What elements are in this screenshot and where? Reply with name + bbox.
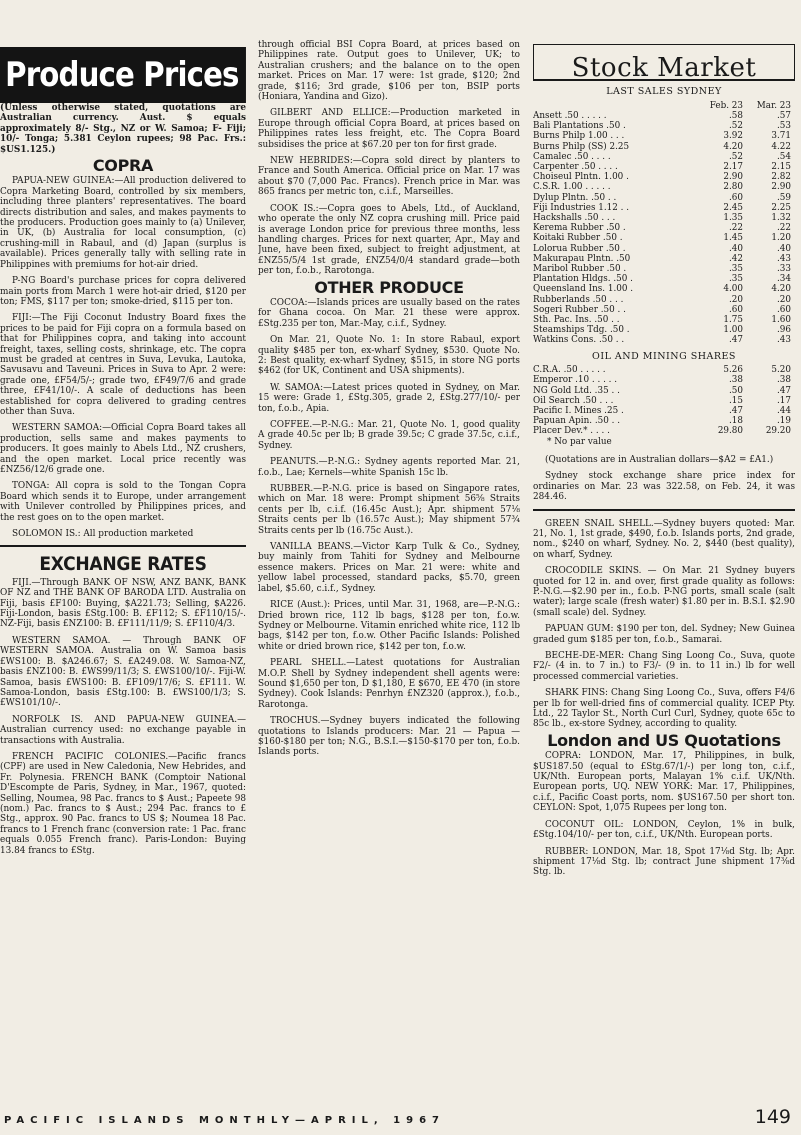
table-row: [533, 365, 795, 375]
paragraph: NORFOLK IS. AND PAPUA-NEW GUINEA.—Australian currency used: no exchange payable in transactions with Australia.: [0, 714, 246, 746]
paragraph: COCOA:—Islands prices are usually based on the rates for Ghana cocoa. On Mar. 21 these were approx. £Stg.235 per ton, Mar.-May, c.i.f., Sydney.: [258, 297, 520, 329]
table-row: [533, 193, 795, 203]
divider: [0, 545, 246, 547]
table-row: [533, 274, 795, 284]
price-cell: .54: [777, 151, 791, 162]
price-cell: .53: [777, 121, 791, 132]
price-cell: .42: [729, 253, 743, 264]
currency-note: (Unless otherwise stated, quotations are Australian currency. Aust. $ equals approximately 8/- Stg., NZ or W. Samoa; F- Fiji; 10/- Tonga; 5.381 Ceylon rupees; 98 Pac. Frs.: $US1.125.): [0, 103, 246, 155]
stock-name: Sogeri Rubber .50 . .: [533, 304, 626, 315]
paragraph: P-NG Board's purchase prices for copra delivered main ports from March 1 were hot-air dried, $120 per ton; FMS, $117 per ton; smoke-dried, $115 per ton.: [0, 276, 246, 307]
price-cell: .96: [777, 325, 791, 336]
price-cell: .34: [777, 274, 791, 285]
stock-name: Burns Philp 1.00 . . .: [533, 131, 625, 142]
stock-name: Hackshalls .50 . . .: [533, 213, 616, 224]
price-cell: 2.90: [723, 172, 743, 183]
price-cell: .43: [777, 253, 791, 264]
price-cell: .60: [777, 304, 791, 315]
paragraph: FIJI.—Through BANK OF NSW, ANZ BANK, BANK OF NZ and THE BANK OF BARODA LTD. Australia on Fiji, basis £F100: Buying, $A221.73; Selling, $A226. Fiji-London, basis £Stg.100: B. £F112; S. £F110/15/-. NZ-Fiji, basis £NZ100: B. £F111/11/9; S. £F110/4/3.: [0, 577, 246, 630]
price-cell: 1.60: [771, 315, 791, 326]
price-cell: .18: [729, 416, 743, 427]
copra-section: [0, 176, 246, 539]
table-row: [533, 375, 795, 385]
paragraph: TROCHUS.—Sydney buyers indicated the following quotations to Islands producers: Mar. 21 — Papua — $160-$180 per ton; N.G., B.S.I.—$150-$170 per ton, f.o.b. Islands ports.: [258, 716, 520, 758]
price-cell: 2.90: [771, 182, 791, 193]
table-row: [533, 213, 795, 223]
price-cell: .52: [729, 121, 743, 132]
paragraph: On Mar. 21, Quote No. 1: In store Rabaul, export quality $485 per ton, ex-wharf Sydney, $530. Quote No. 2: Best quality, ex-wharf Sydney, $515, in store NG ports $462 (for UK, Continent and USA shipments).: [258, 335, 520, 377]
paragraph: PAPUAN GUM: $190 per ton, del. Sydney; New Guinea graded gum $185 per ton, f.o.b., Samarai.: [533, 624, 795, 645]
price-cell: 3.92: [723, 131, 743, 142]
price-cell: 2.25: [771, 202, 791, 213]
table-row: [533, 406, 795, 416]
price-cell: .60: [729, 304, 743, 315]
exchange-section: [0, 578, 246, 856]
paragraph: PEARL SHELL.—Latest quotations for Australian M.O.P. Shell by Sydney independent shell agents were: Sound $1,650 per ton, D $1,180, E $670, EE 470 (in store Sydney). Cook Islands: Penrhyn £NZ320 (approx.), f.o.b., Rarotonga.: [258, 658, 520, 710]
stock-name: Kerema Rubber .50 .: [533, 223, 626, 234]
stock-market-title: Stock Market: [571, 53, 757, 83]
price-cell: .20: [729, 294, 743, 305]
price-cell: 1.35: [723, 213, 743, 224]
paragraph: RICE (Aust.): Prices, until Mar. 31, 1968, are—P.-N.G.: Dried brown rice, 112 lb bags, $128 per ton, f.o.w. Sydney or Melbourne. Vitamin enriched white rice, 112 lb bags, $142 per ton, f.o.w. Other Pacific Islands: Polished white or dried brown rice, $142 per ton, f.o.w.: [258, 600, 520, 652]
table-row: [533, 244, 795, 254]
price-cell: 29.80: [717, 426, 743, 437]
price-cell: 4.00: [723, 284, 743, 295]
price-cell: 3.71: [771, 131, 791, 142]
table-row: [533, 426, 795, 436]
price-cell: .52: [729, 151, 743, 162]
table-row: [533, 315, 795, 325]
paragraph: SHARK FINS: Chang Sing Loong Co., Suva, offers F4/6 per lb for well-dried fins of commercial quality. ICEP Pty. Ltd., 22 Taylor St., North Curl Curl, Sydney, quote 65c to 85c lb., ex-store Sydney, according to quality.: [533, 688, 795, 730]
table-row: [533, 416, 795, 426]
stock-name: Rubberlands .50 . . .: [533, 294, 624, 305]
price-cell: .38: [729, 375, 743, 386]
stock-name: Makurapau Plntn. .50: [533, 253, 631, 264]
page-footer: [0, 1104, 801, 1135]
table-row: [533, 396, 795, 406]
table-row: [533, 131, 795, 141]
produce-prices-banner: Produce Prices: [0, 47, 246, 103]
paragraph: BECHE-DE-MER: Chang Sing Loong Co., Suva, quote F2/- (4 in. to 7 in.) to F3/- (9 in. to 11 in.) lb for well processed commercial varieties.: [533, 651, 795, 682]
middle-column: [258, 0, 520, 1105]
price-cell: 1.00: [723, 325, 743, 336]
price-cell: .44: [777, 405, 791, 416]
price-cell: .43: [777, 335, 791, 346]
last-sales-heading: LAST SALES SYDNEY: [606, 86, 722, 98]
price-cell: 2.82: [771, 172, 791, 183]
oil-mining-heading: OIL AND MINING SHARES: [592, 350, 736, 362]
stock-name: Fiji Industries 1.12 . .: [533, 202, 630, 213]
price-cell: 2.15: [771, 162, 791, 173]
stock-name: Burns Philp (SS) 2.25: [533, 141, 630, 152]
stock-name: Maribol Rubber .50 .: [533, 264, 627, 275]
price-cell: .57: [777, 111, 791, 122]
stock-name: Sth. Pac. Ins. .50 . .: [533, 315, 620, 326]
paragraph: W. SAMOA:—Latest prices quoted in Sydney, on Mar. 15 were: Grade 1, £Stg.305, grade 2, £Stg.277/10/- per ton, f.o.b., Apia.: [258, 382, 520, 414]
stock-name: Plantation Hldgs. .50 .: [533, 274, 633, 285]
table-row: [533, 142, 795, 152]
table-row: [533, 223, 795, 233]
exchange-rates-heading: EXCHANGE RATES: [39, 553, 207, 576]
table-row: [533, 335, 795, 345]
price-cell: 4.22: [771, 141, 791, 152]
price-cell: .47: [729, 335, 743, 346]
table-row: [533, 254, 795, 264]
stock-name: C.S.R. 1.00 . . . . .: [533, 182, 611, 193]
stock-name: Koitaki Rubber .50 .: [533, 233, 623, 244]
table-row: [533, 325, 795, 335]
paragraph: TONGA: All copra is sold to the Tongan Copra Board which sends it to Europe, under arrangement with Unilever controlled by Philippines prices, and the rest goes on to the open market.: [0, 481, 246, 523]
price-cell: .22: [777, 223, 791, 234]
stock-name: Placer Dev.* . . . .: [533, 426, 610, 437]
stock-name: Pacific I. Mines .25 .: [533, 405, 624, 416]
price-cell: 4.20: [723, 141, 743, 152]
stock-name: Carpenter .50 . . . .: [533, 162, 618, 173]
table-row: [533, 305, 795, 315]
price-cell: .22: [729, 223, 743, 234]
price-cell: .47: [729, 405, 743, 416]
paragraph: PEANUTS.—P.-N.G.: Sydney agents reported Mar. 21, f.o.b., Lae; Kernels—white Spanish 15c lb.: [258, 457, 520, 478]
stock-name: Lolorua Rubber .50 .: [533, 243, 626, 254]
table-row: [533, 233, 795, 243]
price-cell: .58: [729, 111, 743, 122]
copra-heading: COPRA: [92, 156, 154, 176]
table-row: [533, 295, 795, 305]
price-cell: .35: [729, 274, 743, 285]
paragraph: COPRA: LONDON, Mar. 17, Philippines, in bulk, $US187.50 (equal to £Stg.67/1/-) per long ton, c.i.f., UK/Nth. European ports, Malayan 1% c.i.f. UK/Nth. European ports, UQ. NEW YORK: Mar. 17, Philippines, c.i.f., Pacific Coast ports, nom. $US167.50 per short ton. CEYLON: Spot, 1,075 Rupees per long ton.: [533, 751, 795, 814]
table-header-row: [533, 101, 795, 111]
stock-name: Emperor .10 . . . . .: [533, 375, 618, 386]
paragraph: FRENCH PACIFIC COLONIES.—Pacific francs (CPF) are used in New Caledonia, New Hebrides, and Fr. Polynesia. FRENCH BANK (Comptoir National D'Escompte de Paris, Sydney, in Mar., 1967, quoted: Selling, Noumea, 98 Pac. francs to $ Aust.; Papeete 98 (nom.) Pac. francs to $ Aust.; 294 Pac. francs to £ Stg., approx. 90 Pac. francs to US $; Noumea 18 Pac. francs to 1 French franc (conversion rate: 1 Pac. franc equals 0.055 French franc). Paris-London: Buying 13.84 francs to £Stg.: [0, 751, 246, 856]
price-cell: .38: [777, 375, 791, 386]
paragraph: VANILLA BEANS.—Victor Karp Tulk & Co., Sydney, buy mainly from Tahiti for Sydney and Melbourne essence makers. Prices on Mar. 21 were: white and yellow label processed, standard packs, $5.70, green label, $5.60, c.i.f., Sydney.: [258, 542, 520, 594]
stock-name: Ansett .50 . . . . .: [533, 111, 607, 122]
table-row: [533, 111, 795, 121]
price-cell: 5.26: [723, 365, 743, 376]
paragraph: COCONUT OIL: LONDON, Ceylon, 1% in bulk, £Stg.104/10/- per ton, c.i.f., UK/Nth. European ports.: [533, 819, 795, 841]
price-cell: .19: [777, 416, 791, 427]
stock-market-box: [533, 44, 795, 83]
paragraph: COOK IS.:—Copra goes to Abels, Ltd., of Auckland, who operate the only NZ copra crushing mill. Price paid is average London price for previous three months, less handling charges. Prices for next quarter, Apr., May and June, have been fixed, subject to freight adjustment, at £NZ55/5/4 1st grade, £NZ54/0/4 standard grade—both per ton, f.o.b., Rarotonga.: [258, 203, 520, 277]
column-header: Mar. 23: [756, 100, 791, 111]
price-cell: .40: [777, 243, 791, 254]
price-cell: .15: [729, 395, 743, 406]
price-cell: 2.45: [723, 202, 743, 213]
stock-name: C.R.A. .50 . . . . .: [533, 365, 606, 376]
table-row: [533, 203, 795, 213]
table-row: [533, 284, 795, 294]
price-cell: 1.20: [771, 233, 791, 244]
price-cell: .60: [729, 192, 743, 203]
paragraph: WESTERN SAMOA. — Through BANK OF WESTERN SAMOA. Australia on W. Samoa basis £WS100: B. $A246.67; S. £A249.08. W. Samoa-NZ, basis £NZ100: B. £WS99/11/3; S. £WS100/10/-. Fiji-W. Samoa, basis £WS100: B. £F109/17/6; S. £F111. W. Samoa-London, basis £Stg.100: B. £WS100/1/3; S. £WS101/10/-.: [0, 635, 246, 709]
paragraph: WESTERN SAMOA:—Official Copra Board takes all production, sells same and makes payments to producers. It goes mainly to Abels Ltd., NZ crushers, and the open market. Local price recently was £NZ56/12/6 grade one.: [0, 423, 246, 475]
stock-name: Oil Search .50 . . .: [533, 395, 614, 406]
running-head: PACIFIC ISLANDS MONTHLY—APRIL, 1967: [4, 1115, 446, 1126]
index-note: Sydney stock exchange share price index for ordinaries on Mar. 23 was 322.58, on Feb. 24, it was 284.46.: [533, 471, 795, 503]
paragraph: RUBBER: LONDON, Mar. 18, Spot 17⅛d Stg. lb; Apr. shipment 17⅛d Stg. lb; contract June shipment 17⅜d Stg. lb.: [533, 846, 795, 878]
stock-name: Queensland Ins. 1.00 .: [533, 284, 634, 295]
stock-name: Bali Plantations .50 .: [533, 121, 626, 132]
price-cell: .35: [729, 264, 743, 275]
price-cell: 2.17: [723, 162, 743, 173]
price-cell: 1.75: [723, 315, 743, 326]
table-row: [533, 264, 795, 274]
price-cell: 1.45: [723, 233, 743, 244]
price-cell: 5.20: [771, 365, 791, 376]
stock-name: Choiseul Plntn. 1.00 .: [533, 172, 629, 183]
table-row: [533, 386, 795, 396]
left-column: [0, 0, 246, 1105]
stock-name: Dylup Plntn. .50 . .: [533, 192, 617, 203]
oil-mining-table: [533, 365, 795, 436]
price-cell: .59: [777, 192, 791, 203]
no-par-footnote: * No par value: [547, 436, 612, 447]
table-row: [533, 121, 795, 131]
other-produce-heading: OTHER PRODUCE: [314, 277, 464, 297]
paragraph: GILBERT AND ELLICE:—Production marketed in Europe through official Copra Board, at prices based on Philippines rates less freight, etc. The Copra Board subsidises the price at $67.20 per ton for first grade.: [258, 108, 520, 150]
price-cell: .33: [777, 264, 791, 275]
divider: [533, 509, 795, 511]
paragraph: COFFEE.—P.-N.G.: Mar. 21, Quote No. 1, good quality A grade 40.5c per lb; B grade 39.5c; C grade 37.5c, c.i.f., Sydney.: [258, 420, 520, 451]
table-row: [533, 182, 795, 192]
page-number: 149: [754, 1106, 791, 1128]
paragraph: CROCODILE SKINS. — On Mar. 21 Sydney buyers quoted for 12 in. and over, first grade quality as follows: P.-N.G.—$2.90 per in., f.o.b. P-NG ports, small scale (salt water); large scale (fresh water) $1.80 per in. B.S.I. $2.90 (small scale) del. Sydney.: [533, 566, 795, 618]
price-cell: .20: [777, 294, 791, 305]
price-cell: .40: [729, 243, 743, 254]
price-cell: 4.20: [771, 284, 791, 295]
stock-name: Papuan Apin. .50 . .: [533, 416, 621, 427]
paragraph: FIJI:—The Fiji Coconut Industry Board fixes the prices to be paid for Fiji copra on a formula based on that for Philippines copra, and taking into account freight, taxes, selling costs, shrinkage, etc. The copra must be graded at centres in Suva, Levuka, Lautoka, Savusavu and Taveuni. Prices in Suva to Apr. 2 were: grade one, £F54/5/-; grade two, £F49/7/6 and grade three, £F41/10/-. A scale of deductions has been established for copra delivered to grading centres other than Suva.: [0, 313, 246, 417]
paragraph: through official BSI Copra Board, at prices based on Philippines rate. Output goes to Unilever, UK; to Australian crushers; and the balance on to the open market. Prices on Mar. 17 were: 1st grade, $120; 2nd grade, $116; 3rd grade, $106 per ton, BSIP ports (Honiara, Yandina and Gizo).: [258, 40, 520, 103]
table-row: [533, 172, 795, 182]
price-cell: 29.20: [765, 426, 791, 437]
stock-name: NG Gold Ltd. .35 . .: [533, 385, 620, 396]
stock-name: Watkins Cons. .50 . .: [533, 335, 625, 346]
stock-name: Steamships Tdg. .50 .: [533, 325, 630, 336]
paragraph: PAPUA-NEW GUINEA:—All production delivered to Copra Marketing Board, controlled by six members, including three planters' representatives. The board directs distribution and sales, and makes payments to the producers. Production goes mainly to (a) Unilever, in UK, (b) Australia for local consumption, (c) crushing-mill in Rabaul, and (d) Japan (surplus is available). Prices generally tally with selling rate in Philippines with premiums for hot-air dried.: [0, 176, 246, 270]
paragraph: RUBBER.—P.-N.G. price is based on Singapore rates, which on Mar. 18 were: Prompt shipment 56⅝ Straits cents per lb, c.i.f. (16.45c Aust.); Apr. shipment 57⅛ Straits cents per lb (16.57c Aust.); May shipment 57¾ Straits cents per lb (16.75c Aust.).: [258, 484, 520, 536]
london-us-heading: London and US Quotations: [547, 730, 781, 750]
price-cell: .17: [777, 395, 791, 406]
price-cell: 2.80: [723, 182, 743, 193]
price-cell: .50: [729, 385, 743, 396]
price-cell: .47: [777, 385, 791, 396]
paragraph: GREEN SNAIL SHELL.—Sydney buyers quoted: Mar. 21, No. 1, 1st grade, $490, f.o.b. Islands ports, 2nd grade, nom., $240 on wharf, Sydney. No. 2, $440 (best quality), on wharf, Sydney.: [533, 518, 795, 560]
right-column: [533, 0, 795, 1105]
other-produce-section: [258, 298, 520, 758]
table-row: [533, 152, 795, 162]
table-row: [533, 162, 795, 172]
paragraph: NEW HEBRIDES:—Copra sold direct by planters to France and South America. Official price on Mar. 17 was about $70 (7,000 Pac. Francs). French price in Mar. was 865 francs per metric ton, c.i.f., Marseilles.: [258, 156, 520, 198]
currency-note: (Quotations are in Australian dollars—$A2 = £A1.): [545, 454, 774, 465]
price-cell: 1.32: [771, 213, 791, 224]
stock-name: Camalec .50 . . . .: [533, 151, 611, 162]
column-header: Feb. 23: [709, 100, 743, 111]
stock-table: [533, 101, 795, 346]
paragraph: SOLOMON IS.: All production marketed: [12, 529, 194, 540]
